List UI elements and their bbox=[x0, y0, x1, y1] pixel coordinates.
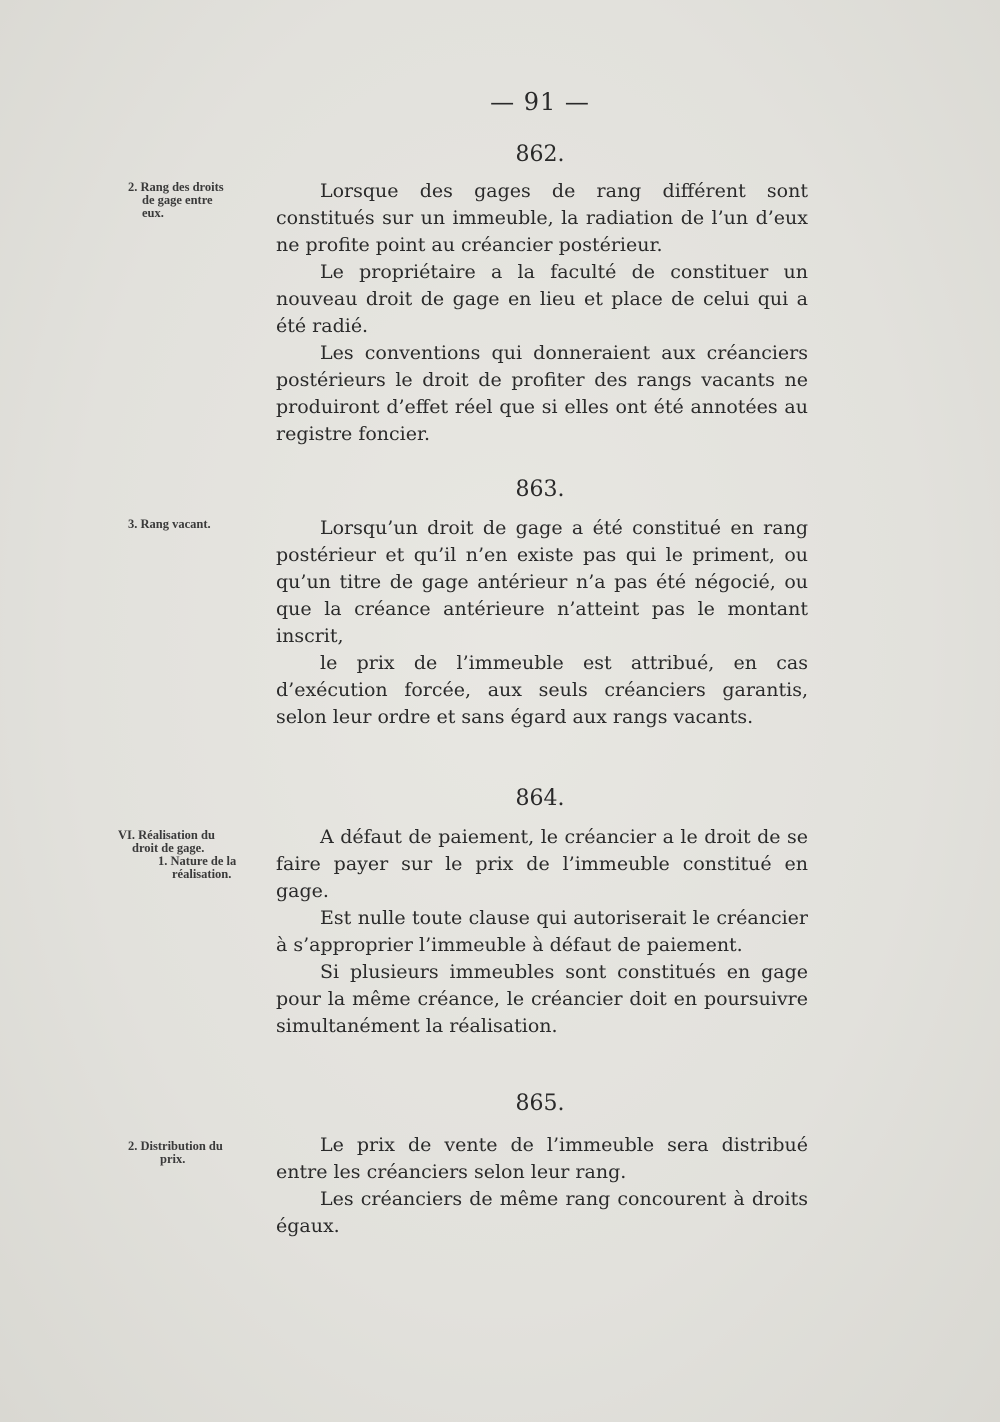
margin-note-line: de gage entre bbox=[142, 193, 213, 207]
margin-note-line: 1. Nature de la bbox=[158, 854, 237, 868]
paragraph: Les conventions qui donneraient aux créanciers postérieurs le droit de profiter des rangs vacants ne produiront d’effet réel que si elles ont été annotées au registre foncier. bbox=[276, 342, 808, 445]
margin-note-line: eux. bbox=[142, 206, 164, 220]
article-text bbox=[276, 178, 808, 448]
article-text bbox=[276, 1132, 808, 1240]
margin-note bbox=[118, 829, 258, 881]
article-text bbox=[276, 515, 808, 731]
margin-note-line: prix. bbox=[160, 1152, 186, 1166]
margin-note-line: 2. Distribution du bbox=[128, 1139, 223, 1153]
paragraph: le prix de l’immeuble est attribué, en cas d’exécution forcée, aux seuls créanciers garantis, selon leur ordre et sans égard aux rangs vacants. bbox=[276, 652, 808, 728]
paragraph: Le prix de vente de l’immeuble sera distribué entre les créanciers selon leur rang. bbox=[276, 1134, 808, 1183]
paragraph: Les créanciers de même rang concourent à droits égaux. bbox=[276, 1188, 808, 1237]
article-text bbox=[276, 824, 808, 1040]
margin-note-line: 2. Rang des droits bbox=[128, 180, 224, 194]
article-number: 864. bbox=[515, 786, 565, 811]
margin-note bbox=[128, 181, 258, 220]
paragraph: Lorsqu’un droit de gage a été constitué en rang postérieur et qu’il n’en existe pas qui le priment, ou qu’un titre de gage antérieur n’a pas été négocié, ou que la créance antérieure n’atteint pas le montant inscrit, bbox=[276, 517, 808, 647]
paragraph: Si plusieurs immeubles sont constitués en gage pour la même créance, le créancier doit en poursuivre simultanément la réalisation. bbox=[276, 961, 808, 1037]
margin-note bbox=[128, 518, 258, 531]
article-number: 862. bbox=[515, 142, 565, 167]
article-number: 863. bbox=[515, 477, 565, 502]
page-number: — 91 — bbox=[490, 88, 590, 116]
paragraph: A défaut de paiement, le créancier a le droit de se faire payer sur le prix de l’immeuble constitué en gage. bbox=[276, 826, 808, 902]
paragraph: Le propriétaire a la faculté de constituer un nouveau droit de gage en lieu et place de celui qui a été radié. bbox=[276, 261, 808, 337]
article-number: 865. bbox=[515, 1091, 565, 1116]
margin-note-line: VI. Réalisation du bbox=[118, 828, 215, 842]
paragraph: Lorsque des gages de rang différent sont constitués sur un immeuble, la radiation de l’un d’eux ne profite point au créancier postérieur. bbox=[276, 180, 808, 256]
margin-note-line: 3. Rang vacant. bbox=[128, 517, 211, 531]
margin-note-line: droit de gage. bbox=[132, 841, 205, 855]
paragraph: Est nulle toute clause qui autoriserait le créancier à s’approprier l’immeuble à défaut de paiement. bbox=[276, 907, 808, 956]
margin-note-line: réalisation. bbox=[172, 867, 232, 881]
margin-note bbox=[128, 1140, 258, 1166]
